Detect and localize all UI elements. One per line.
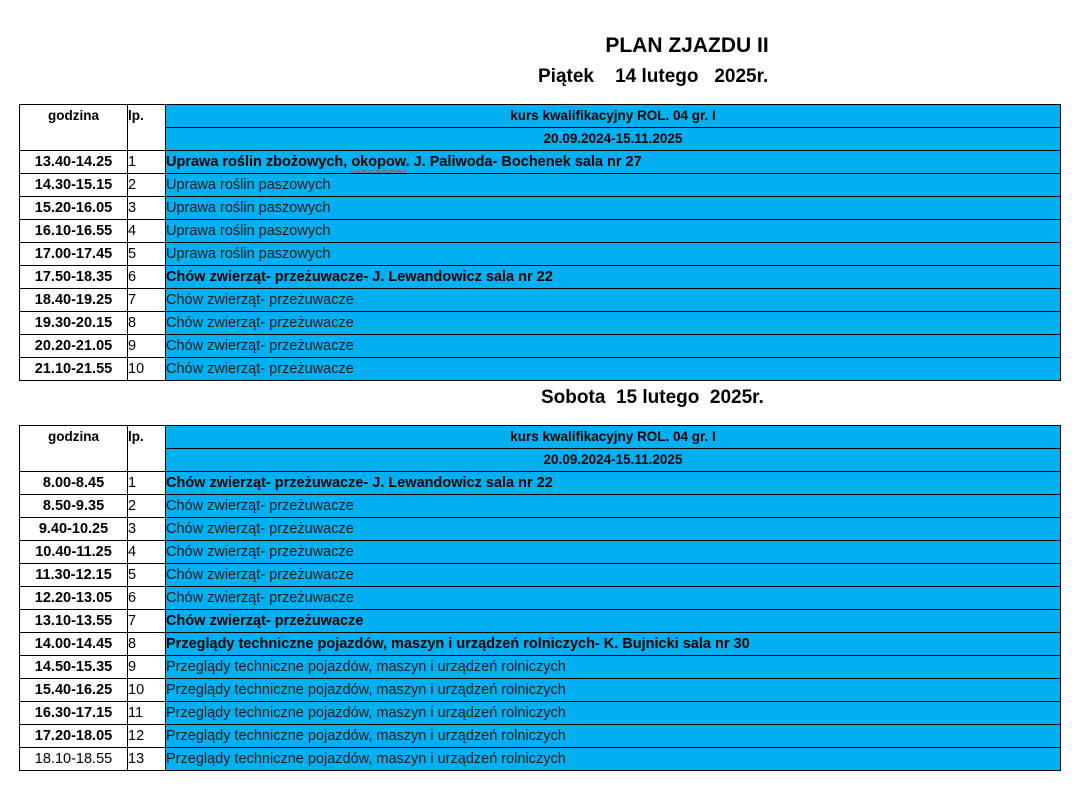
lp-cell: 7 [128, 289, 166, 312]
time-cell: 14.00-14.45 [20, 633, 128, 656]
column-header-time: godzina [20, 426, 128, 472]
lp-cell: 8 [128, 312, 166, 335]
table-row [20, 335, 1061, 358]
lp-cell: 2 [128, 495, 166, 518]
subject-cell: Przeglądy techniczne pojazdów, maszyn i urządzeń rolniczych [166, 679, 1061, 702]
schedule-body-saturday [20, 426, 1061, 771]
subject-cell: Chów zwierząt- przeżuwacze [166, 289, 1061, 312]
table-row [20, 518, 1061, 541]
lp-cell: 13 [128, 748, 166, 771]
lp-cell: 7 [128, 610, 166, 633]
subject-cell [166, 151, 1061, 174]
subject-text-tail: . J. Paliwoda- Bochenek sala nr 27 [405, 154, 642, 170]
table-row [20, 495, 1061, 518]
table-row [20, 679, 1061, 702]
lp-cell: 12 [128, 725, 166, 748]
time-cell: 9.40-10.25 [20, 518, 128, 541]
time-cell: 16.10-16.55 [20, 220, 128, 243]
time-cell: 14.30-15.15 [20, 174, 128, 197]
lp-cell: 10 [128, 358, 166, 381]
table-row [20, 748, 1061, 771]
subject-cell: Przeglądy techniczne pojazdów, maszyn i urządzeń rolniczych [166, 725, 1061, 748]
lp-cell: 10 [128, 679, 166, 702]
time-cell: 12.20-13.05 [20, 587, 128, 610]
table-row [20, 587, 1061, 610]
column-header-lp: lp. [128, 105, 166, 151]
subject-cell: Chów zwierząt- przeżuwacze [166, 358, 1061, 381]
time-cell: 10.40-11.25 [20, 541, 128, 564]
day-heading-friday: Piątek 14 lutego 2025r. [538, 66, 769, 87]
lp-cell: 9 [128, 335, 166, 358]
time-cell: 14.50-15.35 [20, 656, 128, 679]
spellcheck-flagged-text: okopow [351, 154, 406, 170]
lp-cell: 5 [128, 243, 166, 266]
lp-cell: 4 [128, 541, 166, 564]
column-header-course-dates: 20.09.2024-15.11.2025 [166, 128, 1061, 151]
lp-cell: 4 [128, 220, 166, 243]
subject-cell: Chów zwierząt- przeżuwacze [166, 564, 1061, 587]
subject-cell: Chów zwierząt- przeżuwacze [166, 495, 1061, 518]
time-cell: 17.20-18.05 [20, 725, 128, 748]
subject-cell: Chów zwierząt- przeżuwacze- J. Lewandowicz sala nr 22 [166, 266, 1061, 289]
day-heading-saturday: Sobota 15 lutego 2025r. [541, 387, 764, 408]
time-cell: 20.20-21.05 [20, 335, 128, 358]
time-cell: 17.00-17.45 [20, 243, 128, 266]
table-row [20, 312, 1061, 335]
page-title: PLAN ZJAZDU II [605, 34, 769, 57]
table-row [20, 472, 1061, 495]
lp-cell: 3 [128, 197, 166, 220]
time-cell: 18.40-19.25 [20, 289, 128, 312]
subject-cell: Uprawa roślin paszowych [166, 174, 1061, 197]
lp-cell: 6 [128, 587, 166, 610]
table-row [20, 197, 1061, 220]
column-header-course-name: kurs kwalifikacyjny ROL. 04 gr. I [166, 426, 1061, 449]
column-header-course-name: kurs kwalifikacyjny ROL. 04 gr. I [166, 105, 1061, 128]
table-row [20, 220, 1061, 243]
table-row [20, 358, 1061, 381]
table-header-row [20, 128, 1061, 151]
table-row [20, 702, 1061, 725]
table-row [20, 610, 1061, 633]
time-cell: 21.10-21.55 [20, 358, 128, 381]
schedule-table-saturday [19, 425, 1061, 771]
table-row [20, 151, 1061, 174]
subject-cell: Chów zwierząt- przeżuwacze [166, 312, 1061, 335]
table-row [20, 289, 1061, 312]
subject-cell: Chów zwierząt- przeżuwacze [166, 335, 1061, 358]
time-cell: 19.30-20.15 [20, 312, 128, 335]
table-row [20, 541, 1061, 564]
table-row [20, 243, 1061, 266]
lp-cell: 1 [128, 151, 166, 174]
table-row [20, 633, 1061, 656]
time-cell: 15.40-16.25 [20, 679, 128, 702]
subject-cell: Chów zwierząt- przeżuwacze [166, 518, 1061, 541]
column-header-lp: lp. [128, 426, 166, 472]
table-header-row [20, 449, 1061, 472]
lp-cell: 2 [128, 174, 166, 197]
subject-cell: Chów zwierząt- przeżuwacze [166, 610, 1061, 633]
time-cell: 15.20-16.05 [20, 197, 128, 220]
subject-cell: Chów zwierząt- przeżuwacze [166, 541, 1061, 564]
table-header-row [20, 426, 1061, 449]
lp-cell: 6 [128, 266, 166, 289]
table-header-row [20, 105, 1061, 128]
subject-cell: Przeglądy techniczne pojazdów, maszyn i urządzeń rolniczych- K. Bujnicki sala nr 30 [166, 633, 1061, 656]
subject-cell: Chów zwierząt- przeżuwacze- J. Lewandowicz sala nr 22 [166, 472, 1061, 495]
subject-text: Uprawa roślin zbożowych, [166, 154, 352, 170]
time-cell: 17.50-18.35 [20, 266, 128, 289]
subject-cell: Przeglądy techniczne pojazdów, maszyn i urządzeń rolniczych [166, 702, 1061, 725]
lp-cell: 9 [128, 656, 166, 679]
table-row [20, 725, 1061, 748]
column-header-time: godzina [20, 105, 128, 151]
schedule-body-friday [20, 105, 1061, 381]
table-row [20, 174, 1061, 197]
lp-cell: 3 [128, 518, 166, 541]
lp-cell: 1 [128, 472, 166, 495]
subject-cell: Uprawa roślin paszowych [166, 220, 1061, 243]
time-cell: 11.30-12.15 [20, 564, 128, 587]
schedule-table-friday [19, 104, 1061, 381]
lp-cell: 5 [128, 564, 166, 587]
table-row [20, 266, 1061, 289]
column-header-course-dates: 20.09.2024-15.11.2025 [166, 449, 1061, 472]
time-cell: 8.00-8.45 [20, 472, 128, 495]
time-cell: 18.10-18.55 [20, 748, 128, 771]
subject-cell: Uprawa roślin paszowych [166, 243, 1061, 266]
subject-cell: Chów zwierząt- przeżuwacze [166, 587, 1061, 610]
lp-cell: 8 [128, 633, 166, 656]
lp-cell: 11 [128, 702, 166, 725]
time-cell: 13.10-13.55 [20, 610, 128, 633]
subject-cell: Przeglądy techniczne pojazdów, maszyn i urządzeń rolniczych [166, 748, 1061, 771]
table-row [20, 564, 1061, 587]
subject-cell: Uprawa roślin paszowych [166, 197, 1061, 220]
time-cell: 13.40-14.25 [20, 151, 128, 174]
subject-cell: Przeglądy techniczne pojazdów, maszyn i urządzeń rolniczych [166, 656, 1061, 679]
time-cell: 8.50-9.35 [20, 495, 128, 518]
time-cell: 16.30-17.15 [20, 702, 128, 725]
table-row [20, 656, 1061, 679]
